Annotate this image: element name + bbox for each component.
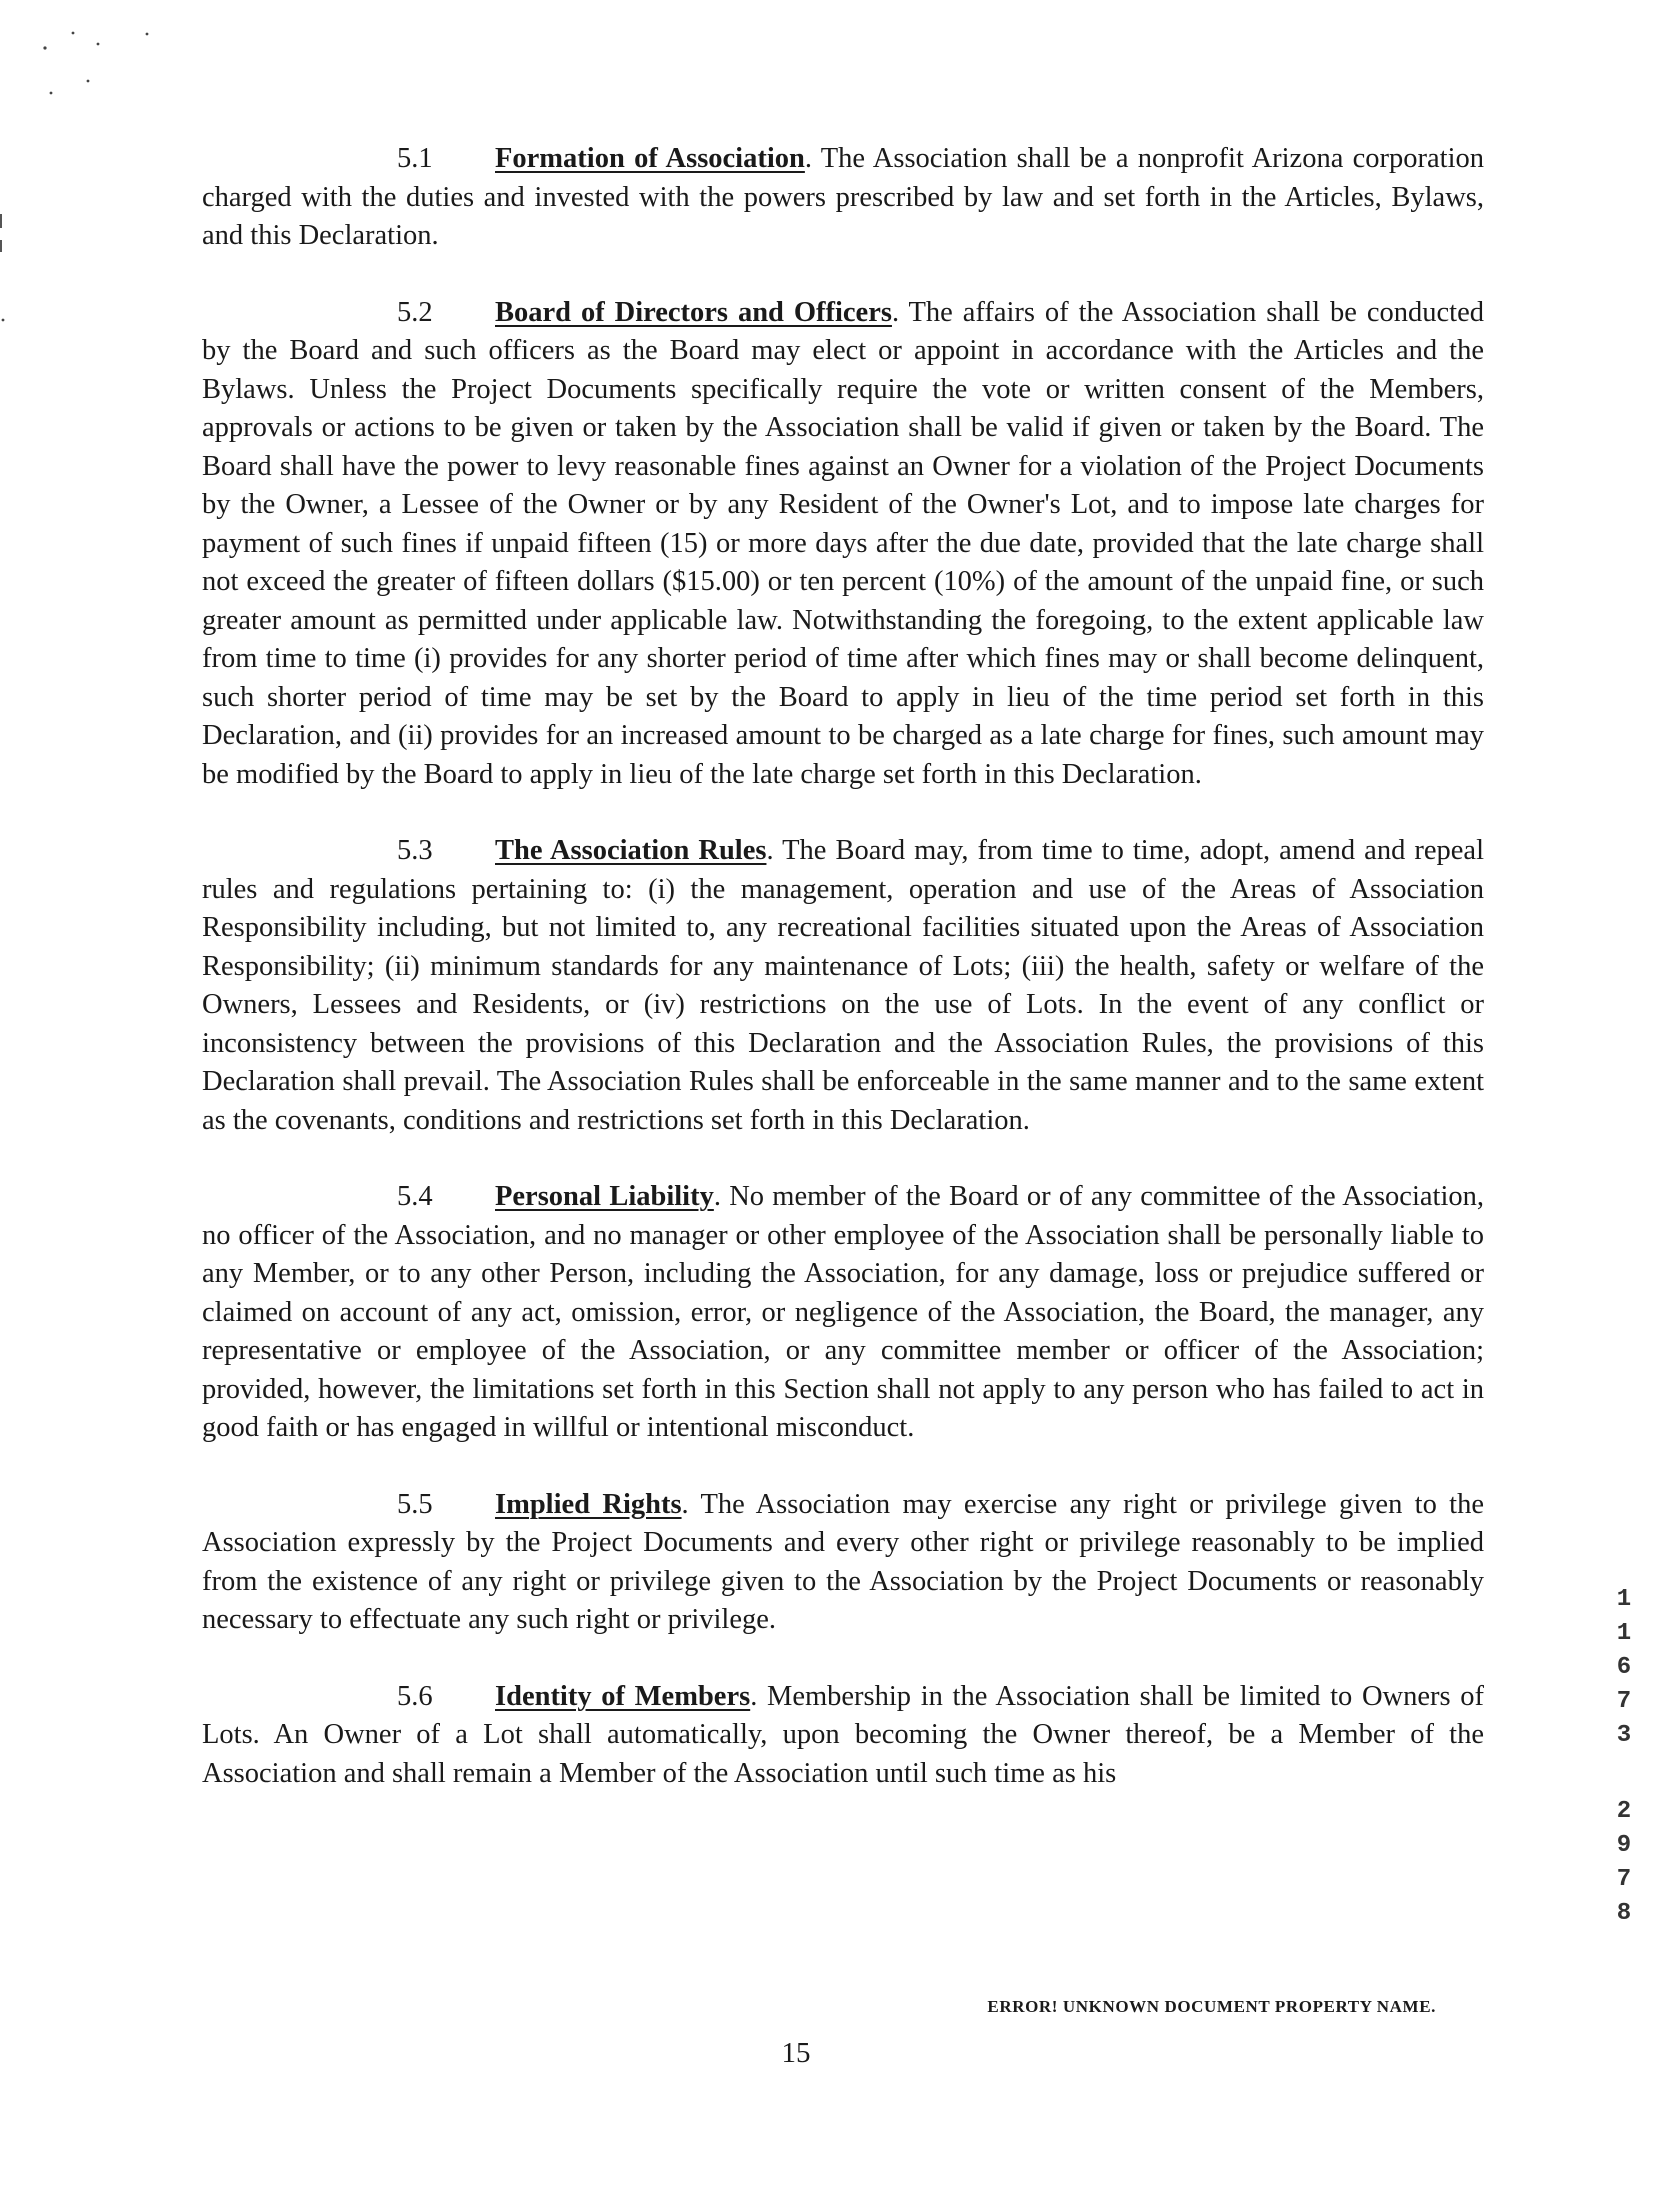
scan-speck: [50, 92, 53, 95]
stamp-digit: 6: [1616, 1654, 1632, 1681]
stamp-digit: 9: [1616, 1832, 1632, 1859]
section-5-2: 5.2 Board of Directors and Officers. The affairs of the Association shall be conducted by the Board and such officers as the Board may elect or appoint in accordance with the Articles and the Bylaws. Unless the Project Documents specifically require the vote or written consent of the Members, approvals or actions to be given or taken by the Association shall be valid if given or taken by the Board. The Board shall have the power to levy reasonable fines against an Owner for a violation of the Project Documents by the Owner, a Lessee of the Owner or by any Resident of the Owner's Lot, and to impose late charges for payment of such fines if unpaid fifteen (15) or more days after the due date, provided that the late charge shall not exceed the greater of fifteen dollars ($15.00) or ten percent (10%) of the amount of the unpaid fine, or such greater amount as permitted under applicable law. Notwithstanding the foregoing, to the extent applicable law from time to time (i) provides for any shorter period of time after which fines may or shall become delinquent, such shorter period of time may be set by the Board to apply in lieu of the time period set forth in this Declaration, and (ii) provides for an increased amount to be charged as a late charge for fines, such amount may be modified by the Board to apply in lieu of the late charge set forth in this Declaration.: [202, 294, 1484, 795]
page-number: 15: [781, 2037, 811, 2069]
section-text: The Association shall be a nonprofit Arizona corporation charged with the duties and invested with the powers prescribed by law and set forth in the Articles, Bylaws, and this Declaration.: [202, 143, 1484, 251]
section-text: The Association may exercise any right or privilege given to the Association expressly by the Project Documents and every other right or privilege reasonably to be implied from the existence of any right or privilege given to the Association by the Project Documents or reasonably necessary to effectuate any such right or privilege.: [202, 1488, 1484, 1635]
section-number: 5.4: [397, 1181, 433, 1212]
section-5-3: 5.3 The Association Rules. The Board may, from time to time, adopt, amend and repeal rules and regulations pertaining to: (i) the management, operation and use of the Areas of Association Responsibility including, but not limited to, any recreational facilities situated upon the Areas of Association Responsibility; (ii) minimum standards for any maintenance of Lots; (iii) the health, safety or welfare of the Owners, Lessees and Residents, or (iv) restrictions on the use of Lots. In the event of any conflict or inconsistency between the provisions of this Declaration and the Association Rules, the provisions of this Declaration shall prevail. The Association Rules shall be enforceable in the same manner and to the same extent as the covenants, conditions and restrictions set forth in this Declaration.: [202, 832, 1484, 1140]
section-5-1: 5.1 Formation of Association. The Association shall be a nonprofit Arizona corporation charged with the duties and invested with the powers prescribed by law and set forth in the Articles, Bylaws, and this Declaration.: [202, 140, 1484, 256]
stamp-digit: 1: [1616, 1620, 1632, 1647]
document-body: [202, 140, 1484, 1831]
scan-speck: [2, 319, 5, 322]
section-number: 5.2: [397, 296, 433, 328]
stamp-digit: 1: [1616, 1586, 1632, 1613]
section-heading: Implied Rights: [495, 1488, 682, 1520]
section-number: 5.6: [397, 1680, 433, 1712]
section-heading: The Association Rules: [495, 835, 767, 866]
footer-note: ERROR! UNKNOWN DOCUMENT PROPERTY NAME.: [987, 1997, 1436, 2016]
stamp-digit: 3: [1616, 1722, 1632, 1749]
stamp-digit: 2: [1616, 1798, 1632, 1825]
stamp-digit: 8: [1616, 1900, 1632, 1927]
section-text: No member of the Board or of any committee of the Association, no officer of the Association, and no manager or other employee of the Association shall be personally liable to any Member, or to any other Person, including the Association, for any damage, loss or prejudice suffered or claimed on account of any act, omission, error, or negligence of the Association, the Board, the manager, any representative or employee of the Association, or any committee member or officer of the Association; provided, however, the limitations set forth in this Section shall not apply to any person who has failed to act in good faith or has engaged in willful or intentional misconduct.: [202, 1181, 1484, 1443]
section-text: The affairs of the Association shall be conducted by the Board and such officers as the Board may elect or appoint in accordance with the Articles and the Bylaws. Unless the Project Documents specifically require the vote or written consent of the Members, approvals or actions to be given or taken by the Association shall be valid if given or taken by the Board. The Board shall have the power to levy reasonable fines against an Owner for a violation of the Project Documents by the Owner, a Lessee of the Owner or by any Resident of the Owner's Lot, and to impose late charges for payment of such fines if unpaid fifteen (15) or more days after the due date, provided that the late charge shall not exceed the greater of fifteen dollars ($15.00) or ten percent (10%) of the amount of the unpaid fine, or such greater amount as permitted under applicable law. Notwithstanding the foregoing, to the extent applicable law from time to time (i) provides for any shorter period of time after which fines may or shall become delinquent, such shorter period of time may be set by the Board to apply in lieu of the time period set forth in this Declaration, and (ii) provides for an increased amount to be charged as a late charge for fines, such amount may be modified by the Board to apply in lieu of the late charge set forth in this Declaration.: [202, 296, 1484, 790]
section-number: 5.1: [397, 143, 433, 174]
scan-speck: [146, 33, 149, 36]
section-number: 5.3: [397, 835, 433, 866]
section-heading: Personal Liability: [495, 1181, 714, 1212]
stamp-gap: [1610, 1753, 1638, 1795]
section-5-6: 5.6 Identity of Members. Membership in the Association shall be limited to Owners of Lots. An Owner of a Lot shall automatically, upon becoming the Owner thereof, be a Member of the Association and shall remain a Member of the Association until such time as his: [202, 1678, 1484, 1794]
section-heading: Identity of Members: [495, 1680, 751, 1712]
scan-speck: [87, 80, 90, 83]
scan-speck: [97, 43, 100, 46]
scan-speck: [0, 240, 2, 252]
section-text: Membership in the Association shall be limited to Owners of Lots. An Owner of a Lot shall automatically, upon becoming the Owner thereof, be a Member of the Association and shall remain a Member of the Association until such time as his: [202, 1680, 1484, 1789]
section-heading: Formation of Association: [495, 143, 805, 174]
section-text: The Board may, from time to time, adopt, amend and repeal rules and regulations pertaining to: (i) the management, operation and use of the Areas of Association Responsibility including, but not limited to, any recreational facilities situated upon the Areas of Association Responsibility; (ii) minimum standards for any maintenance of Lots; (iii) the health, safety or welfare of the Owners, Lessees and Residents, or (iv) restrictions on the use of Lots. In the event of any conflict or inconsistency between the provisions of this Declaration and the Association Rules, the provisions of this Declaration shall prevail. The Association Rules shall be enforceable in the same manner and to the same extent as the covenants, conditions and restrictions set forth in this Declaration.: [202, 835, 1484, 1136]
stamp-digit: 7: [1616, 1688, 1632, 1715]
stamp-digit: 7: [1616, 1866, 1632, 1893]
section-heading: Board of Directors and Officers: [495, 296, 892, 328]
margin-stamp: [1610, 1583, 1638, 1931]
scan-speck: [72, 32, 75, 35]
section-5-5: 5.5 Implied Rights. The Association may exercise any right or privilege given to the Association expressly by the Project Documents and every other right or privilege reasonably to be implied from the existence of any right or privilege given to the Association by the Project Documents or reasonably necessary to effectuate any such right or privilege.: [202, 1486, 1484, 1640]
scan-speck: [0, 214, 2, 228]
section-number: 5.5: [397, 1488, 433, 1520]
scan-speck: [43, 46, 46, 49]
section-5-4: 5.4 Personal Liability. No member of the Board or of any committee of the Association, no officer of the Association, and no manager or other employee of the Association shall be personally liable to any Member, or to any other Person, including the Association, for any damage, loss or prejudice suffered or claimed on account of any act, omission, error, or negligence of the Association, the Board, the manager, any representative or employee of the Association, or any committee member or officer of the Association; provided, however, the limitations set forth in this Section shall not apply to any person who has failed to act in good faith or has engaged in willful or intentional misconduct.: [202, 1178, 1484, 1448]
